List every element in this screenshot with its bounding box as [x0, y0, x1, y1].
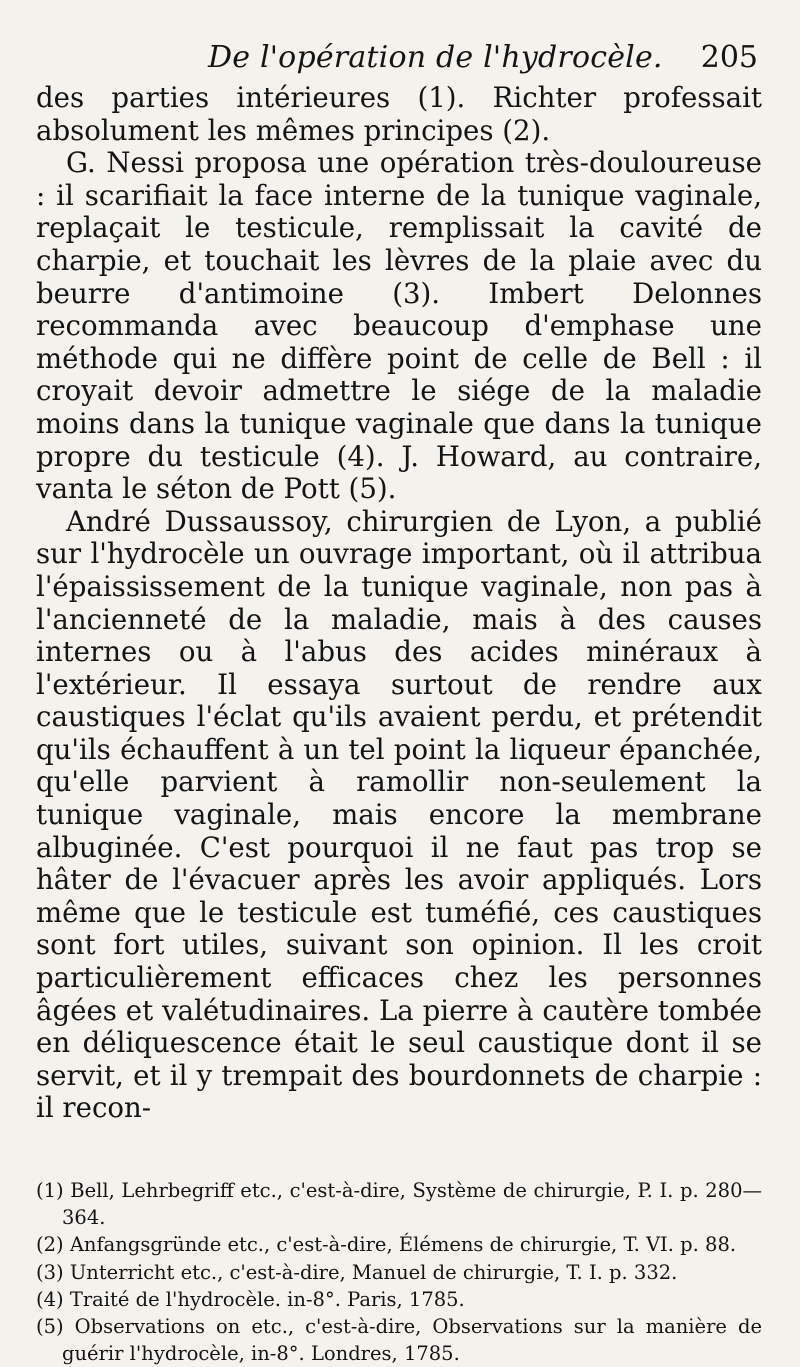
- running-title: De l'opération de l'hydrocèle.: [208, 40, 663, 75]
- page-header: [36, 34, 762, 82]
- footnote: (4) Traité de l'hydrocèle. in-8°. Paris, 1785.: [36, 1287, 465, 1311]
- page-number: 205: [700, 40, 758, 75]
- paragraph: André Dussaussoy, chirurgien de Lyon, a publié sur l'hydrocèle un ouvrage important, où il attribua l'épaississement de la tunique vaginale, non pas à l'ancienneté de la maladie, mais à des causes internes ou à l'abus des acides minéraux à l'extérieur. Il essaya surtout de rendre aux caustiques l'éclat qu'ils avaient perdu, et prétendit qu'ils échauffent à un tel point la liqueur épanchée, qu'elle parvient à ramollir non-seulement la tunique vaginale, mais encore la membrane albuginée. C'est pourquoi il ne faut pas trop se hâter de l'évacuer après les avoir appliqués. Lors même que le testicule est tuméfié, ces caustiques sont fort utiles, suivant son opinion. Il les croit particulièrement efficaces chez les personnes âgées et valétudinaires. La pierre à cautère tombée en déliquescence était le seul caustique dont il se servit, et il y trempait des bourdonnets de charpie : il recon-: [36, 504, 762, 1125]
- footnote: (1) Bell, Lehrbegriff etc., c'est-à-dire, Système de chirurgie, P. I. p. 280—364.: [36, 1179, 762, 1230]
- footnote-separator: [36, 1125, 762, 1177]
- footnote: (2) Anfangsgründe etc., c'est-à-dire, Élémens de chirurgie, T. VI. p. 88.: [36, 1233, 737, 1257]
- body-text: [36, 82, 762, 1125]
- footnote: (5) Observations on etc., c'est-à-dire, Observations sur la manière de guérir l'hydrocèle, in-8°. Londres, 1785.: [36, 1315, 762, 1366]
- paragraph: G. Nessi proposa une opération très-douloureuse : il scarifiait la face interne de la tunique vaginale, replaçait le testicule, remplissait la cavité de charpie, et touchait les lèvres de la plaie avec du beurre d'antimoine (3). Imbert Delonnes recommanda avec beaucoup d'emphase une méthode qui ne diffère point de celle de Bell : il croyait devoir admettre le siége de la maladie moins dans la tunique vaginale que dans la tunique propre du testicule (4). J. Howard, au contraire, vanta le séton de Pott (5).: [36, 146, 762, 506]
- paragraph: des parties intérieures (1). Richter professait absolument les mêmes principes (2).: [36, 81, 762, 147]
- footnote: (3) Unterricht etc., c'est-à-dire, Manuel de chirurgie, T. I. p. 332.: [36, 1260, 678, 1284]
- footnotes: [36, 1177, 762, 1367]
